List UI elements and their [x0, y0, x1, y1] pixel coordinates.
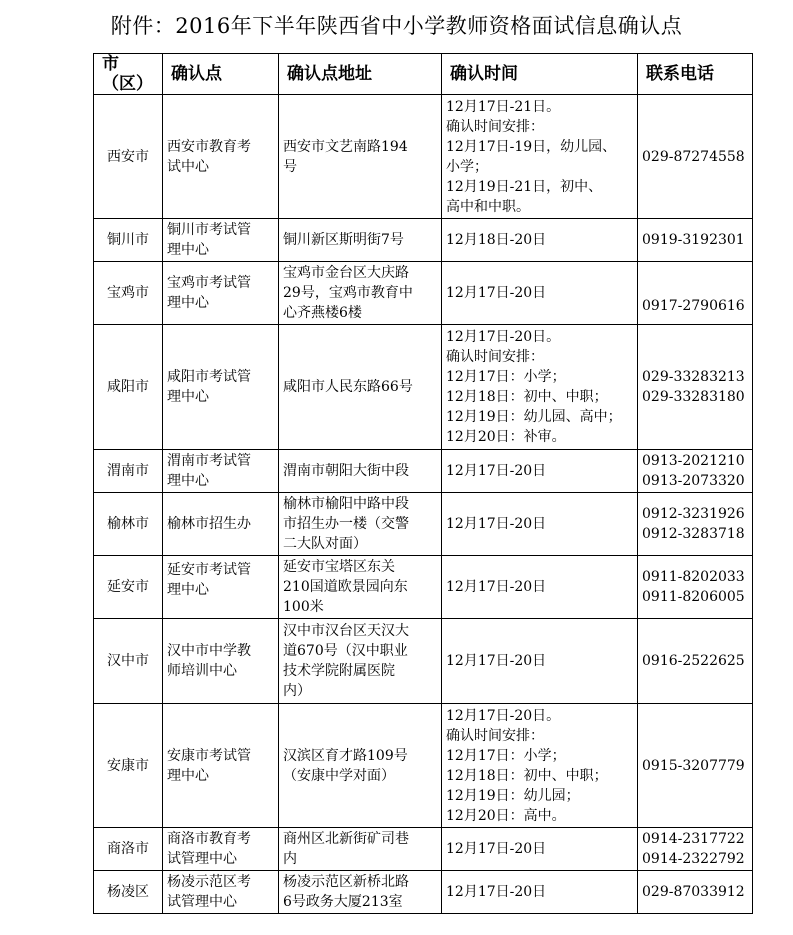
cell-time: 12月17日-20日。 确认时间安排： 12月17日：小学； 12月18日：初中、中职； 12月19日：幼儿园； 12月20日：高中。 — [442, 704, 638, 828]
cell-time: 12月17日-20日 — [442, 871, 638, 914]
cell-point: 渭南市考试管 理中心 — [163, 450, 279, 493]
cell-point: 西安市教育考 试中心 — [163, 95, 279, 219]
cell-point: 延安市考试管 理中心 — [163, 556, 279, 619]
table-row — [94, 828, 753, 871]
table-row — [94, 219, 753, 262]
cell-time: 12月17日-20日 — [442, 262, 638, 325]
cell-address: 商州区北新街矿司巷 内 — [279, 828, 442, 871]
cell-point: 商洛市教育考 试管理中心 — [163, 828, 279, 871]
cell-address: 榆林市榆阳中路中段 市招生办一楼（交警 二大队对面） — [279, 493, 442, 556]
cell-point: 安康市考试管 理中心 — [163, 704, 279, 828]
cell-city: 咸阳市 — [94, 325, 163, 450]
cell-address: 汉中市汉台区天汉大 道670号（汉中职业 技术学院附属医院 内） — [279, 619, 442, 704]
table-row — [94, 493, 753, 556]
cell-address: 咸阳市人民东路66号 — [279, 325, 442, 450]
header-phone: 联系电话 — [638, 54, 753, 95]
cell-phone: 0919-3192301 — [638, 219, 753, 262]
cell-phone: 0913-2021210 0913-2073320 — [638, 450, 753, 493]
cell-phone: 0916-2522625 — [638, 619, 753, 704]
cell-phone: 0911-8202033 0911-8206005 — [638, 556, 753, 619]
table-row — [94, 619, 753, 704]
cell-time: 12月17日-21日。 确认时间安排： 12月17日-19日，幼儿园、 小学； 12月19日-21日，初中、 高中和中职。 — [442, 95, 638, 219]
cell-phone: 0917-2790616 — [638, 262, 753, 325]
cell-time: 12月17日-20日 — [442, 556, 638, 619]
header-time: 确认时间 — [442, 54, 638, 95]
cell-city: 杨凌区 — [94, 871, 163, 914]
cell-phone: 029-33283213 029-33283180 — [638, 325, 753, 450]
cell-time: 12月17日-20日 — [442, 619, 638, 704]
header-address: 确认点地址 — [279, 54, 442, 95]
cell-city: 西安市 — [94, 95, 163, 219]
cell-point: 榆林市招生办 — [163, 493, 279, 556]
cell-time: 12月17日-20日 — [442, 493, 638, 556]
cell-city: 铜川市 — [94, 219, 163, 262]
cell-phone: 029-87033912 — [638, 871, 753, 914]
confirmation-points-table — [93, 53, 753, 914]
document-title: 附件：2016年下半年陕西省中小学教师资格面试信息确认点 — [110, 14, 683, 38]
cell-phone: 0915-3207779 — [638, 704, 753, 828]
cell-city: 汉中市 — [94, 619, 163, 704]
cell-address: 西安市文艺南路194 号 — [279, 95, 442, 219]
header-point: 确认点 — [163, 54, 279, 95]
cell-city: 榆林市 — [94, 493, 163, 556]
cell-city: 商洛市 — [94, 828, 163, 871]
cell-city: 宝鸡市 — [94, 262, 163, 325]
cell-city: 渭南市 — [94, 450, 163, 493]
table-row — [94, 704, 753, 828]
cell-address: 宝鸡市金台区大庆路 29号，宝鸡市教育中 心齐燕楼6楼 — [279, 262, 442, 325]
table-row — [94, 262, 753, 325]
table-row — [94, 95, 753, 219]
table-row — [94, 871, 753, 914]
table-header-row — [94, 54, 753, 95]
cell-address: 渭南市朝阳大街中段 — [279, 450, 442, 493]
cell-phone: 0914-2317722 0914-2322792 — [638, 828, 753, 871]
cell-time: 12月17日-20日。 确认时间安排： 12月17日：小学； 12月18日：初中、中职； 12月19日：幼儿园、高中； 12月20日：补审。 — [442, 325, 638, 450]
cell-point: 杨凌示范区考 试管理中心 — [163, 871, 279, 914]
cell-address: 延安市宝塔区东关 210国道欧景园向东 100米 — [279, 556, 442, 619]
table-row — [94, 325, 753, 450]
cell-point: 汉中市中学教 师培训中心 — [163, 619, 279, 704]
cell-address: 汉滨区育才路109号 （安康中学对面） — [279, 704, 442, 828]
cell-phone: 0912-3231926 0912-3283718 — [638, 493, 753, 556]
cell-time: 12月17日-20日 — [442, 828, 638, 871]
header-city: 市（区） — [94, 54, 163, 95]
cell-point: 宝鸡市考试管 理中心 — [163, 262, 279, 325]
table-row — [94, 450, 753, 493]
cell-city: 延安市 — [94, 556, 163, 619]
cell-address: 杨凌示范区新桥北路 6号政务大厦213室 — [279, 871, 442, 914]
cell-time: 12月17日-20日 — [442, 450, 638, 493]
cell-point: 咸阳市考试管 理中心 — [163, 325, 279, 450]
cell-time: 12月18日-20日 — [442, 219, 638, 262]
cell-city: 安康市 — [94, 704, 163, 828]
table-row — [94, 556, 753, 619]
cell-address: 铜川新区斯明街7号 — [279, 219, 442, 262]
cell-point: 铜川市考试管 理中心 — [163, 219, 279, 262]
cell-phone: 029-87274558 — [638, 95, 753, 219]
